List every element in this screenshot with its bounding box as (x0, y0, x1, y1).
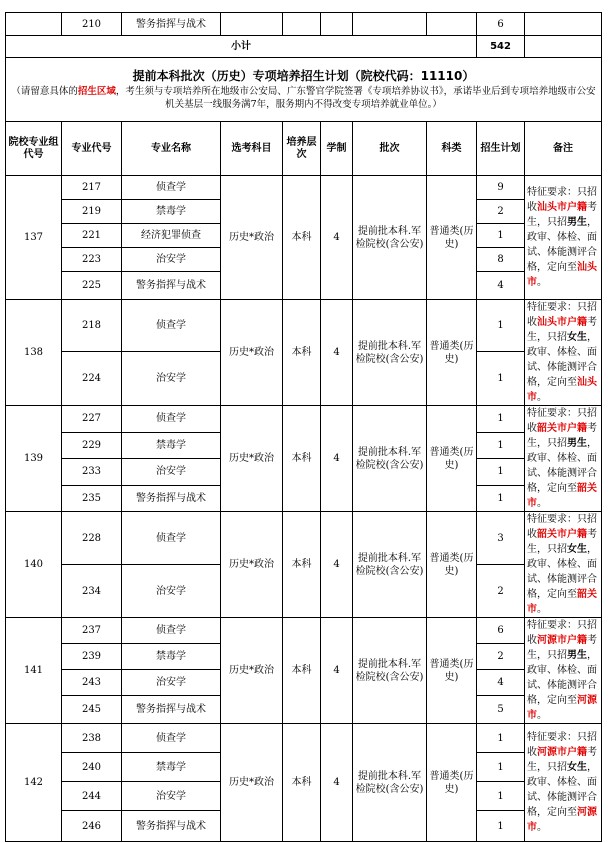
subtotal-value: 542 (477, 36, 525, 58)
major-name: 禁毒学 (122, 753, 221, 782)
years-cell: 4 (321, 176, 353, 300)
major-name: 侦查学 (122, 176, 221, 200)
batch-cell: 提前批本科.军检院校(含公安) (353, 724, 427, 842)
header-row (6, 122, 602, 176)
plan-count: 1 (477, 753, 525, 782)
plan-count: 2 (477, 200, 525, 224)
years-cell: 4 (321, 406, 353, 512)
major-name: 侦查学 (122, 618, 221, 644)
category-cell: 普通类(历史) (427, 512, 477, 618)
header-remark: 备注 (525, 122, 602, 176)
section-title-row (6, 58, 602, 122)
group-code: 137 (6, 176, 62, 300)
batch-cell: 提前批本科.军检院校(含公安) (353, 618, 427, 724)
batch-cell: 提前批本科.军检院校(含公安) (353, 300, 427, 406)
plan-count: 1 (477, 724, 525, 753)
plan-count: 1 (477, 224, 525, 248)
major-code: 229 (62, 432, 122, 459)
remark-cell: 特征要求：只招收河源市户籍考生，只招女生，政审、体检、面试、体能测评合格，定向至河源市。 (525, 724, 602, 842)
table-row (6, 724, 602, 753)
plan-count: 3 (477, 512, 525, 565)
major-code: 246 (62, 811, 122, 842)
category-cell: 普通类(历史) (427, 176, 477, 300)
major-code: 223 (62, 248, 122, 272)
header-batch: 批次 (353, 122, 427, 176)
remark-cell: 特征要求：只招收汕头市户籍考生，只招女生，政审、体检、面试、体能测评合格，定向至汕头市。 (525, 300, 602, 406)
level-cell: 本科 (283, 512, 321, 618)
batch-cell: 提前批本科.军检院校(含公安) (353, 512, 427, 618)
category-cell: 普通类(历史) (427, 618, 477, 724)
subtotal-label: 小计 (6, 36, 477, 58)
header-years: 学制 (321, 122, 353, 176)
plan-count: 9 (477, 176, 525, 200)
major-name: 侦查学 (122, 724, 221, 753)
header-plan: 招生计划 (477, 122, 525, 176)
level-cell: 本科 (283, 300, 321, 406)
major-code: 243 (62, 669, 122, 695)
major-code: 234 (62, 565, 122, 618)
major-name: 警务指挥与战术 (122, 485, 221, 512)
major-code: 240 (62, 753, 122, 782)
plan-count: 1 (477, 811, 525, 842)
plan-count: 1 (477, 432, 525, 459)
subjects-cell: 历史*政治 (221, 300, 283, 406)
table-row (6, 300, 602, 352)
major-name: 治安学 (122, 459, 221, 486)
subjects-cell: 历史*政治 (221, 618, 283, 724)
major-code: 210 (62, 13, 122, 36)
level-cell: 本科 (283, 176, 321, 300)
years-cell: 4 (321, 300, 353, 406)
major-name: 治安学 (122, 782, 221, 811)
table-row (6, 618, 602, 644)
major-code: 238 (62, 724, 122, 753)
major-name: 治安学 (122, 565, 221, 618)
plan-count: 1 (477, 782, 525, 811)
plan-count: 4 (477, 272, 525, 300)
plan-count: 2 (477, 643, 525, 669)
subjects-cell: 历史*政治 (221, 176, 283, 300)
section-title: 提前本科批次（历史）专项培养招生计划（院校代码：11110） (132, 69, 475, 83)
group-code: 139 (6, 406, 62, 512)
table-row (6, 512, 602, 565)
major-name: 治安学 (122, 248, 221, 272)
plan-count: 8 (477, 248, 525, 272)
major-name: 禁毒学 (122, 432, 221, 459)
remark-cell: 特征要求：只招收汕头市户籍考生，只招男生，政审、体检、面试、体能测评合格，定向至汕头市。 (525, 176, 602, 300)
major-code: 244 (62, 782, 122, 811)
years-cell: 4 (321, 618, 353, 724)
major-code: 233 (62, 459, 122, 486)
level-cell: 本科 (283, 406, 321, 512)
major-code: 217 (62, 176, 122, 200)
major-name: 警务指挥与战术 (122, 811, 221, 842)
years-cell: 4 (321, 512, 353, 618)
batch-cell: 提前批本科.军检院校(含公安) (353, 406, 427, 512)
major-code: 224 (62, 352, 122, 406)
subtotal-row (6, 36, 602, 58)
plan-count: 4 (477, 669, 525, 695)
group-code: 138 (6, 300, 62, 406)
major-name: 经济犯罪侦查 (122, 224, 221, 248)
major-name: 警务指挥与战术 (122, 695, 221, 723)
major-name: 禁毒学 (122, 643, 221, 669)
group-code: 141 (6, 618, 62, 724)
header-level: 培养层次 (283, 122, 321, 176)
major-code: 221 (62, 224, 122, 248)
remark-cell: 特征要求：只招收河源市户籍考生，只招男生，政审、体检、面试、体能测评合格，定向至河源市。 (525, 618, 602, 724)
level-cell: 本科 (283, 724, 321, 842)
major-code: 228 (62, 512, 122, 565)
header-name: 专业名称 (122, 122, 221, 176)
major-code: 245 (62, 695, 122, 723)
major-name: 侦查学 (122, 300, 221, 352)
batch-cell: 提前批本科.军检院校(含公安) (353, 176, 427, 300)
major-code: 227 (62, 406, 122, 433)
plan-count: 2 (477, 565, 525, 618)
table-row (6, 406, 602, 433)
header-code: 专业代号 (62, 122, 122, 176)
plan-count: 1 (477, 406, 525, 433)
major-code: 237 (62, 618, 122, 644)
remark-cell: 特征要求：只招收韶关市户籍考生，只招女生，政审、体检、面试、体能测评合格，定向至韶关市。 (525, 512, 602, 618)
subjects-cell: 历史*政治 (221, 512, 283, 618)
plan-count: 1 (477, 352, 525, 406)
plan-count: 5 (477, 695, 525, 723)
major-name: 治安学 (122, 669, 221, 695)
category-cell: 普通类(历史) (427, 724, 477, 842)
major-code: 239 (62, 643, 122, 669)
major-name: 警务指挥与战术 (122, 13, 221, 36)
subjects-cell: 历史*政治 (221, 406, 283, 512)
major-name: 禁毒学 (122, 200, 221, 224)
header-subjects: 选考科目 (221, 122, 283, 176)
plan-count: 1 (477, 459, 525, 486)
major-code: 225 (62, 272, 122, 300)
plan-count: 6 (477, 618, 525, 644)
plan-count: 6 (477, 13, 525, 36)
group-code: 140 (6, 512, 62, 618)
plan-count: 1 (477, 485, 525, 512)
table-row (6, 13, 602, 36)
enrollment-plan-table (5, 12, 602, 842)
remark-cell: 特征要求：只招收韶关市户籍考生，只招男生，政审、体检、面试、体能测评合格，定向至韶关市。 (525, 406, 602, 512)
category-cell: 普通类(历史) (427, 300, 477, 406)
major-name: 侦查学 (122, 512, 221, 565)
years-cell: 4 (321, 724, 353, 842)
major-name: 警务指挥与战术 (122, 272, 221, 300)
plan-count: 1 (477, 300, 525, 352)
group-code: 142 (6, 724, 62, 842)
major-name: 侦查学 (122, 406, 221, 433)
level-cell: 本科 (283, 618, 321, 724)
major-code: 218 (62, 300, 122, 352)
subjects-cell: 历史*政治 (221, 724, 283, 842)
header-group: 院校专业组代号 (6, 122, 62, 176)
major-code: 235 (62, 485, 122, 512)
major-name: 治安学 (122, 352, 221, 406)
major-code: 219 (62, 200, 122, 224)
header-category: 科类 (427, 122, 477, 176)
table-row (6, 176, 602, 200)
section-note: （请留意具体的招生区域，考生须与专项培养所在地级市公安局、广东警官学院签署《专项培养协议书》，承诺毕业后到专项培养地级市公安机关基层一线服务满7年，服务期内不得改变专项培养就业单位。） (11, 86, 596, 110)
category-cell: 普通类(历史) (427, 406, 477, 512)
